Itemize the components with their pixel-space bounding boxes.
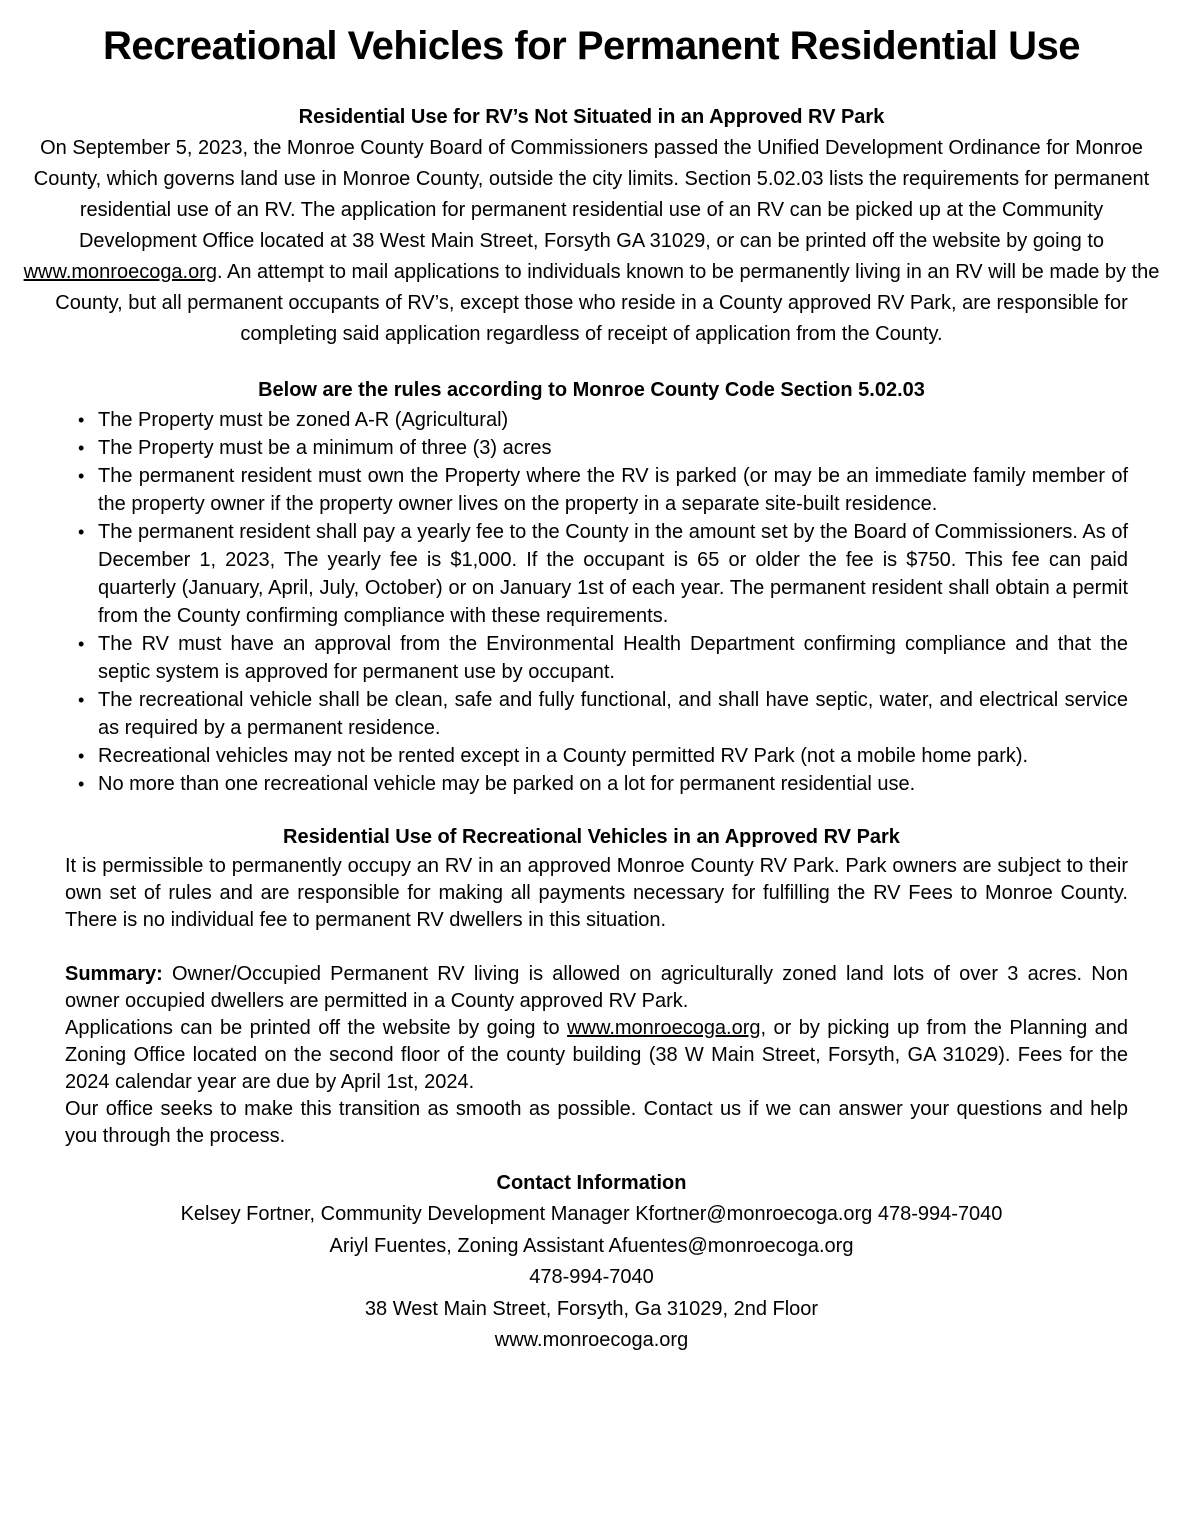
heading-not-in-park: Residential Use for RV’s Not Situated in an Approved RV Park	[298, 106, 885, 128]
intro-text-before-link: On September 5, 2023, the Monroe County Board of Commissioners passed the Unified Development Ordinance for Monroe County, which governs land use in Monroe County, outside the city limits. Section 5.02.03 lists the requirements for permanent residential use of an RV. The application for permanent residential use of an RV can be picked up at the Community Development Office located at 38 West Main Street, Forsyth GA 31029, or can be printed off the website by going to	[33, 137, 1150, 252]
contact-line-manager: Kelsey Fortner, Community Development Manager Kfortner@monroecoga.org 478-994-7040	[180, 1203, 1003, 1225]
rule-item-health-approval: • The RV must have an approval from the Environmental Health Department confirming compliance and that the septic system is approved for permanent use by occupant.	[98, 630, 1128, 686]
approved-park-paragraph: It is permissible to permanently occupy an RV in an approved Monroe County RV Park. Park owners are subject to their own set of rules and are responsible for making all payments necessary for fulfilling the RV Fees to Monroe County. There is no individual fee to permanent RV dwellers in this situation.	[65, 855, 1128, 931]
website-link-2[interactable]: www.monroecoga.org	[567, 1017, 761, 1039]
blank-line	[0, 934, 1183, 961]
contact-line-phone: 478-994-7040	[529, 1266, 654, 1288]
page-title: Recreational Vehicles for Permanent Residential Use	[102, 24, 1081, 68]
summary-text: Owner/Occupied Permanent RV living is allowed on agriculturally zoned land lots of over 3 acres. Non owner occupied dwellers are permitted in a County approved RV Park.	[65, 963, 1128, 1012]
intro-text-after-link: . An attempt to mail applications to individuals known to be permanently living in an RV will be made by the County, but all permanent occupants of RV’s, except those who reside in a County approved RV Park, are responsible for completing said application regardless of receipt of application from the County.	[55, 261, 1160, 345]
rule-item-yearly-fee: • The permanent resident shall pay a yearly fee to the County in the amount set by the Board of Commissioners. As of December 1, 2023, The yearly fee is $1,000. If the occupant is 65 or older the fee is $750. This fee can paid quarterly (January, April, July, October) or on January 1st of each year. The permanent resident shall obtain a permit from the County confirming compliance with these requirements.	[98, 518, 1128, 630]
applications-text-after-link: , or by picking up from the Planning and Zoning Office located on the second floor of the county building (38 W Main Street, Forsyth, GA 31029). Fees for the 2024 calendar year are due by April 1st, 2024.	[65, 1017, 1129, 1093]
contact-line-assistant: Ariyl Fuentes, Zoning Assistant Afuentes@monroecoga.org	[329, 1234, 854, 1257]
rule-item-one-rv: • No more than one recreational vehicle may be parked on a lot for permanent residential use.	[98, 770, 1128, 798]
rule-item-condition: • The recreational vehicle shall be clean, safe and fully functional, and shall have septic, water, and electrical service as required by a permanent residence.	[98, 686, 1128, 742]
heading-contact: Contact Information	[496, 1172, 687, 1194]
website-link[interactable]: www.monroecoga.org	[23, 261, 218, 283]
rules-list	[98, 406, 1128, 798]
rule-item-ownership: • The permanent resident must own the Property where the RV is parked (or may be an immediate family member of the property owner if the property owner lives on the property in a separate site-built residence.	[98, 462, 1128, 518]
heading-rules: Below are the rules according to Monroe County Code Section 5.02.03	[258, 379, 925, 401]
rule-item-zoning: • The Property must be zoned A-R (Agricultural)	[98, 406, 1128, 434]
rule-item-no-rental: • Recreational vehicles may not be rented except in a County permitted RV Park (not a mobile home park).	[98, 742, 1128, 770]
summary-label: Summary:	[65, 963, 163, 985]
rule-item-acreage: • The Property must be a minimum of three (3) acres	[98, 434, 1128, 462]
closing-paragraph: Our office seeks to make this transition as smooth as possible. Contact us if we can answer your questions and help you through the process.	[65, 1098, 1128, 1147]
intro-paragraph	[20, 133, 1163, 350]
applications-paragraph	[65, 1015, 1128, 1096]
contact-line-address: 38 West Main Street, Forsyth, Ga 31029, 2nd Floor	[364, 1297, 819, 1320]
contact-line-website: www.monroecoga.org	[494, 1329, 689, 1351]
heading-approved-park: Residential Use of Recreational Vehicles in an Approved RV Park	[283, 826, 900, 848]
summary-paragraph	[65, 961, 1128, 1015]
applications-text-before-link: Applications can be printed off the website by going to	[65, 1017, 568, 1039]
